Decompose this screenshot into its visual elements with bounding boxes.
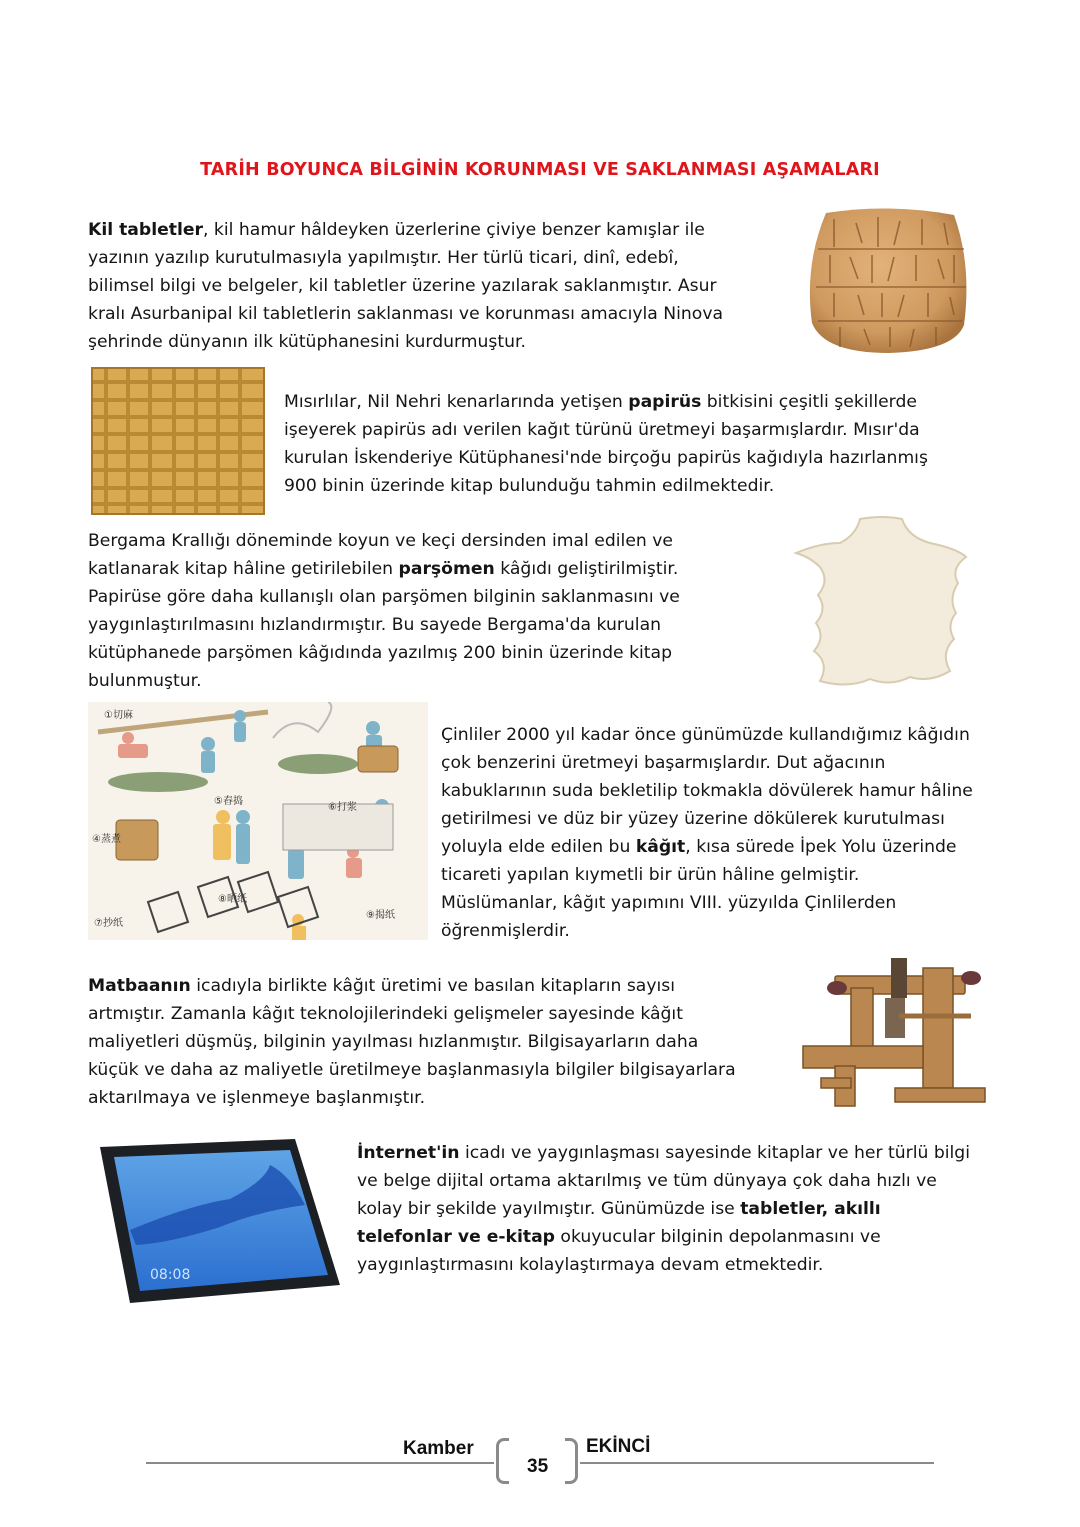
text-line: Mısırlılar, Nil Nehri kenarlarında yetişen papirüs bitkisini çeşitli şekillerde — [284, 392, 917, 412]
papyrus-sheet-image — [88, 362, 268, 517]
text-line: öğrenmişlerdir. — [441, 921, 570, 941]
text-line: 900 binin üzerinde kitap bulunduğu tahmin edilmektedir. — [284, 476, 775, 496]
text-line: kralı Asurbanipal kil tabletlerin saklanması ve korunması amacıyla Ninova — [88, 304, 724, 324]
text-line: katlanarak kitap hâline getirilebilen parşömen kâğıdı geliştirilmiştir. — [88, 559, 679, 579]
footer-divider-left — [146, 1462, 494, 1464]
svg-text:⑧晒纸: ⑧晒纸 — [218, 894, 247, 905]
paragraph-clay-tablets — [88, 216, 788, 356]
text-line: Papirüse göre daha kullanışlı olan parşömen bilginin saklanmasını ve — [88, 587, 680, 607]
text-line: Kil tabletler, kil hamur hâldeyken üzerlerine çiviye benzer kamışlar ile — [88, 220, 705, 240]
text-line: kurulan İskenderiye Kütüphanesi'nde birçoğu papirüs kağıdıyla hazırlanmış — [284, 448, 928, 468]
text-line: aktarılmaya ve işlenmeye başlanmıştır. — [88, 1088, 426, 1108]
paragraph-printing-press — [88, 972, 788, 1112]
text-line: Matbaanın icadıyla birlikte kâğıt üretimi ve basılan kitapların sayısı — [88, 976, 676, 996]
text-line: küçük ve daha az maliyetle üretilmeye başlanmasıyla bilgiler bilgisayarlara — [88, 1060, 736, 1080]
text-line: Çinliler 2000 yıl kadar önce günümüzde kullandığımız kâğıdın — [441, 725, 970, 745]
text-line: getirilmesi ve düz bir yüzey üzerine dökülerek kurutulması — [441, 809, 945, 829]
chinese-papermaking-illustration — [88, 702, 428, 940]
text-line: yaygınlaştırılmasını hızlandırmıştır. Bu sayede Bergama'da kurulan — [88, 615, 662, 635]
paragraph-internet — [357, 1139, 1017, 1279]
text-line: İnternet'in icadı ve yaygınlaşması sayesinde kitaplar ve her türlü bilgi — [357, 1143, 970, 1163]
footer-divider-right — [580, 1462, 934, 1464]
text-line: ve belge dijital ortama aktarılmış ve tüm dünyaya çok daha hızlı ve — [357, 1171, 937, 1191]
text-line: artmıştır. Zamanla kâğıt teknolojilerindeki gelişmeler sayesinde kâğıt — [88, 1004, 683, 1024]
tablet-clock: 08:08 — [150, 1267, 191, 1283]
text-line: yazının yazılıp kurutulmasıyla yapılmıştır. Her türlü ticari, dinî, edebî, — [88, 248, 679, 268]
text-line: maliyetleri düşmüş, bilginin yayılması hızlanmıştır. Bilgisayarların daha — [88, 1032, 699, 1052]
page-title: TARİH BOYUNCA BİLGİNİN KORUNMASI VE SAKLANMASI AŞAMALARI — [200, 160, 880, 180]
text-line: telefonlar ve e-kitap okuyucular bilginin depolanmasını ve — [357, 1227, 881, 1247]
text-line: Müslümanlar, kâğıt yapımını VIII. yüzyılda Çinlilerden — [441, 893, 897, 913]
tablet-device-image — [90, 1135, 345, 1305]
paragraph-parchment — [88, 527, 778, 695]
text-line: şehrinde dünyanın ilk kütüphanesini kurdurmuştur. — [88, 332, 526, 352]
text-line: yoluyla elde edilen bu kâğıt, kısa sürede İpek Yolu üzerinde — [441, 837, 957, 857]
svg-text:④蒸煮: ④蒸煮 — [92, 834, 121, 845]
svg-text:⑨揭纸: ⑨揭纸 — [366, 910, 395, 921]
svg-text:⑤舂捣: ⑤舂捣 — [214, 796, 243, 807]
text-line: ticareti yapılan kıymetli bir ürün hâline gelmiştir. — [441, 865, 860, 885]
svg-text:⑥打浆: ⑥打浆 — [328, 802, 357, 813]
footer-page-number: 35 — [527, 1456, 549, 1477]
parchment-hide-image — [790, 513, 975, 693]
text-line: çok benzerini üretmeyi başarmışlardır. Dut ağacının — [441, 753, 886, 773]
text-line: Bergama Krallığı döneminde koyun ve keçi dersinden imal edilen ve — [88, 531, 674, 551]
clay-tablet-image — [804, 205, 974, 355]
footer-brace-left — [496, 1438, 509, 1484]
text-line: işeyerek papirüs adı verilen kağıt türünü üretmeyi başarmışlardır. Mısır'da — [284, 420, 920, 440]
text-line: kütüphanede parşömen kâğıdında yazılmış 200 binin üzerinde kitap — [88, 643, 672, 663]
printing-press-image — [795, 958, 1000, 1113]
svg-text:⑦抄纸: ⑦抄纸 — [94, 918, 123, 929]
text-line: bulunmuştur. — [88, 671, 202, 691]
text-line: kabuklarının suda bekletilip tokmakla dövülerek hamur hâline — [441, 781, 973, 801]
footer-author-last: EKİNCİ — [586, 1436, 651, 1457]
paragraph-paper — [441, 721, 1021, 945]
label-1: ①切麻 — [104, 710, 133, 721]
text-line: yaygınlaştırmasını kolaylaştırmaya devam etmektedir. — [357, 1255, 824, 1275]
footer-brace-right — [565, 1438, 578, 1484]
paragraph-papyrus — [284, 388, 1004, 500]
footer-author-first: Kamber — [403, 1438, 474, 1459]
text-line: kolay bir şekilde yayılmıştır. Günümüzde ise tabletler, akıllı — [357, 1199, 881, 1219]
text-line: bilimsel bilgi ve belgeler, kil tabletler üzerine yazılarak saklanmıştır. Asur — [88, 276, 717, 296]
